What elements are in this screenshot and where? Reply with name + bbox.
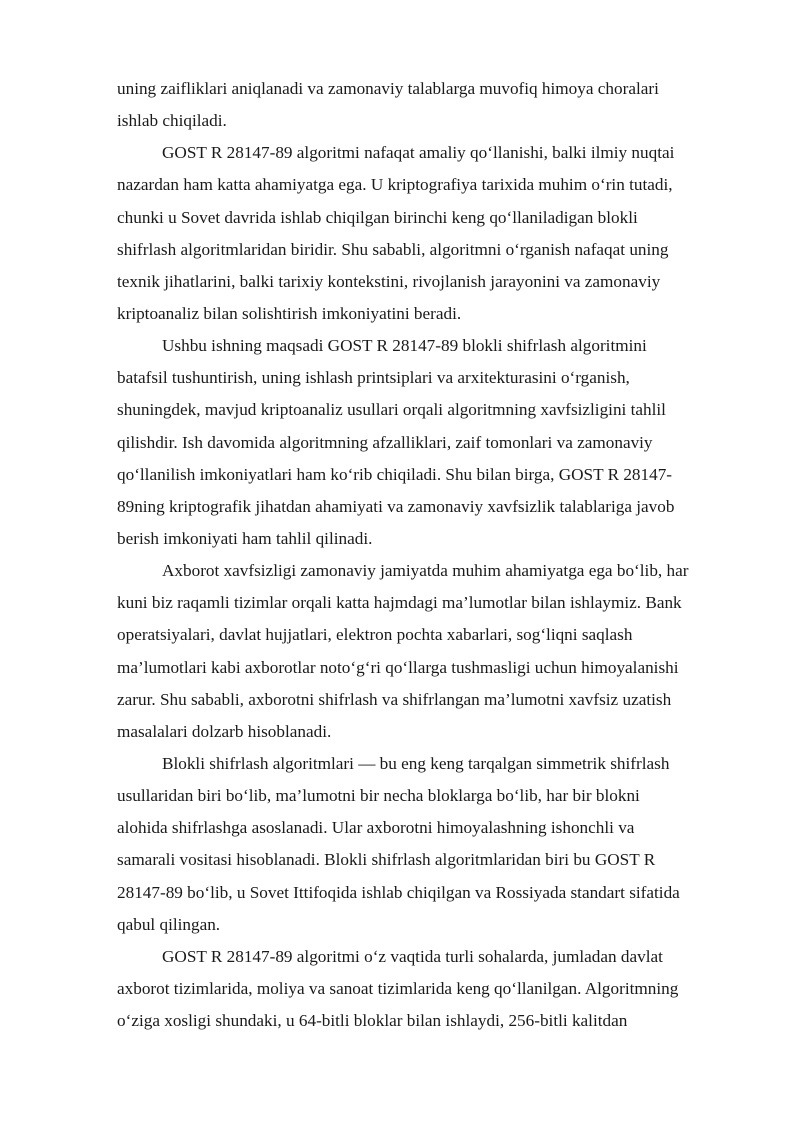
- text-line: nazardan ham katta ahamiyatga ega. U kriptografiya tarixida muhim o‘rin tutadi,: [117, 175, 673, 195]
- text-line: axborot tizimlarida, moliya va sanoat tizimlarida keng qo‘llanilgan. Algoritmning: [117, 978, 679, 998]
- text-line: qabul qilingan.: [117, 914, 221, 934]
- text-line: Ushbu ishning maqsadi GOST R 28147-89 blokli shifrlash algoritmini: [162, 336, 647, 356]
- text-line: texnik jihatlarini, balki tarixiy kontekstini, rivojlanish jarayonini va zamonaviy: [117, 271, 661, 291]
- text-line: shifrlash algoritmlaridan biridir. Shu sababli, algoritmni o‘rganish nafaqat uning: [117, 239, 669, 259]
- text-line: chunki u Sovet davrida ishlab chiqilgan birinchi keng qo‘llaniladigan blokli: [117, 207, 638, 227]
- text-line: shuningdek, mavjud kriptoanaliz usullari orqali algoritmning xavfsizligini tahlil: [117, 400, 666, 420]
- text-line: qo‘llanilish imkoniyatlari ham ko‘rib chiqiladi. Shu bilan birga, GOST R 28147-: [117, 464, 673, 484]
- text-line: kriptoanaliz bilan solishtirish imkoniyatini beradi.: [117, 303, 462, 323]
- text-line: samarali vositasi hisoblanadi. Blokli shifrlash algoritmlaridan biri bu GOST R: [117, 850, 656, 870]
- text-line: uning zaifliklari aniqlanadi va zamonaviy talablarga muvofiq himoya choralari: [117, 79, 659, 98]
- text-line: ma’lumotlari kabi axborotlar noto‘g‘ri qo‘llarga tushmasligi uchun himoyalanishi: [117, 657, 679, 677]
- text-line: alohida shifrlashga asoslanadi. Ular axborotni himoyalashning ishonchli va: [117, 818, 635, 838]
- text-line: 28147-89 bo‘lib, u Sovet Ittifoqida ishlab chiqilgan va Rossiyada standart sifatida: [117, 882, 680, 902]
- text-line: qilishdir. Ish davomida algoritmning afzalliklari, zaif tomonlari va zamonaviy: [117, 432, 653, 452]
- document-page: [117, 73, 713, 1037]
- text-line: masalalari dolzarb hisoblanadi.: [117, 721, 332, 741]
- text-line: ishlab chiqiladi.: [117, 111, 227, 131]
- text-line: Blokli shifrlash algoritmlari — bu eng keng tarqalgan simmetrik shifrlash: [162, 753, 670, 773]
- text-line: zarur. Shu sababli, axborotni shifrlash va shifrlangan ma’lumotni xavfsiz uzatish: [117, 689, 672, 709]
- text-line: kuni biz raqamli tizimlar orqali katta hajmdagi ma’lumotlar bilan ishlaymiz. Bank: [117, 593, 682, 613]
- text-line: 89ning kriptografik jihatdan ahamiyati va zamonaviy xavfsizlik talablariga javob: [117, 496, 675, 516]
- text-line: GOST R 28147-89 algoritmi o‘z vaqtida turli sohalarda, jumladan davlat: [162, 946, 663, 966]
- text-line: GOST R 28147-89 algoritmi nafaqat amaliy qo‘llanishi, balki ilmiy nuqtai: [162, 143, 675, 163]
- text-line: batafsil tushuntirish, uning ishlash printsiplari va arxitekturasini o‘rganish,: [117, 368, 630, 388]
- text-line: Axborot xavfsizligi zamonaviy jamiyatda muhim ahamiyatga ega bo‘lib, har: [162, 561, 689, 581]
- text-line: o‘ziga xosligi shundaki, u 64-bitli bloklar bilan ishlaydi, 256-bitli kalitdan: [117, 1011, 628, 1031]
- text-line: berish imkoniyati ham tahlil qilinadi.: [117, 528, 373, 548]
- text-line: usullaridan biri bo‘lib, ma’lumotni bir necha bloklarga bo‘lib, har bir blokni: [117, 786, 640, 806]
- text-line: operatsiyalari, davlat hujjatlari, elektron pochta xabarlari, sog‘liqni saqlash: [117, 625, 633, 645]
